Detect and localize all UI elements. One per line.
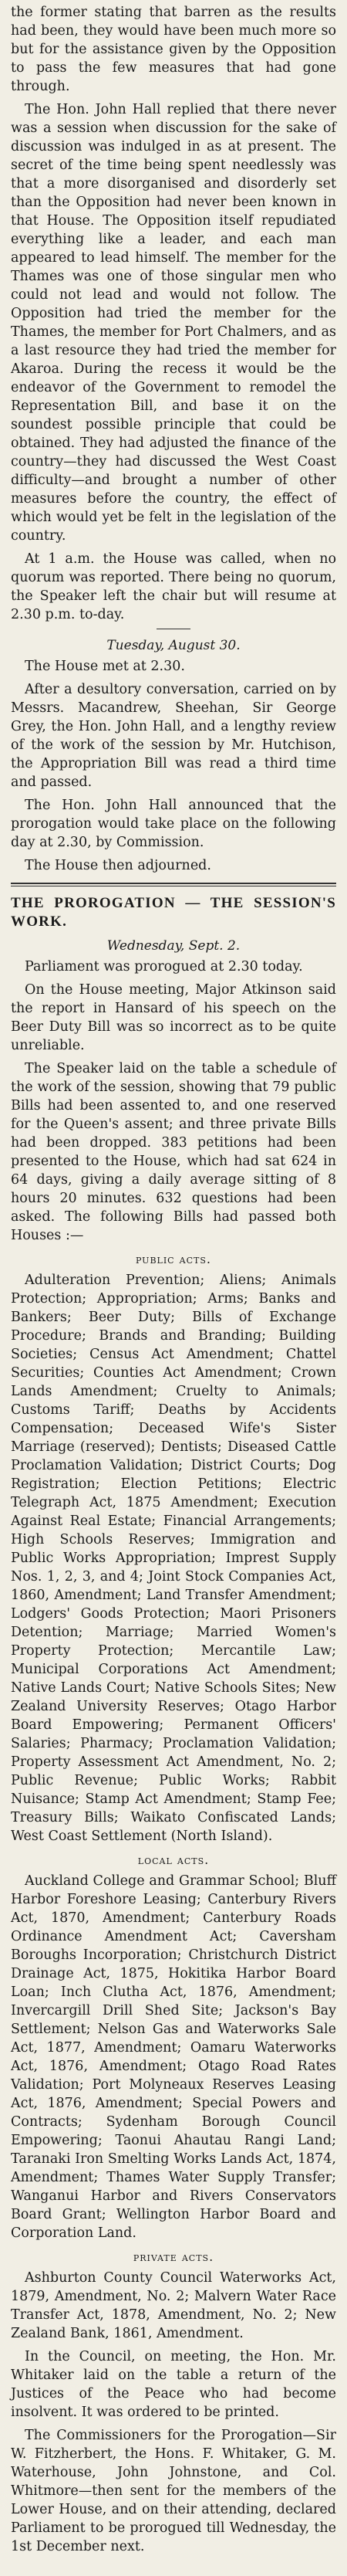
local-acts-list: Auckland College and Grammar School; Bluff Harbor Foreshore Leasing; Canterbury Rivers Act, 1870, Amendment; Canterbury Roads Ordinance Amendment Act; Caversham Boroughs Incorporation; Christchurch District Drainage Act, 1875, Hokitika Harbor Board Loan; Inch Clutha Act, 1876, Amendment; Invercargill Drill Shed Site; Jackson's Bay Settlement; Nelson Gas and Waterworks Sale Act, 1877, Amendment; Oamaru Waterworks Act, 1876, Amendment; Otago Road Rates Validation; Port Molyneaux Reserves Leasing Act, 1876, Amendment; Special Powers and Contracts; Sydenham Borough Council Empowering; Taonui Ahautau Rangi Land; Taranaki Iron Smelting Works Lands Act, 1874, Amendment; Thames Water Supply Transfer; Wanganui Harbor and Rivers Conservators Board Grant; Wellington Harbor Board and Corporation Land.: [11, 1873, 336, 2241]
public-acts-list: Adulteration Prevention; Aliens; Animals Protection; Appropriation; Arms; Banks and Bankers; Beer Duty; Bills of Exchange Procedure; Brands and Branding; Building Societies; Census Act Amendment; Chattel Securities; Counties Act Amendment; Crown Lands Amendment; Cruelty to Animals; Customs Tariff; Deaths by Accidents Compensation; Deceased Wife's Sister Marriage (reserved); Dentists; Diseased Cattle Proclamation Validation; District Courts; Dog Registration; Election Petitions; Electric Telegraph Act, 1875 Amendment; Execution Against Real Estate; Financial Arrangements; High Schools Reserves; Immigration and Public Works Appropriation; Imprest Supply Nos. 1, 2, 3, and 4; Joint Stock Companies Act, 1860, Amendment; Land Transfer Amendment; Lodgers' Goods Protection; Maori Prisoners Detention; Marriage; Married Women's Property Protection; Mercantile Law; Municipal Corporations Act Amendment; Native Lands Court; Native Schools Sites; New Zealand University Reserves; Otago Harbor Board Empowering; Permanent Officers' Salaries; Pharmacy; Proclamation Validation; Property Assessment Act Amendment, No. 2; Public Revenue; Public Works; Rabbit Nuisance; Stamp Act Amendment; Stamp Fee; Treasury Bills; Waikato Confiscated Lands; West Coast Settlement (North Island).: [11, 1273, 336, 1844]
dateline: Tuesday, August 30.: [106, 638, 241, 653]
article-paragraph: The Hon. John Hall replied that there never was a session when discussion for the sake of discussion was indulged in as at present. The secret of the time being spent needlessly was that a more disorganised and disorderly set than the Opposition had never been known in that House. The Opposition itself repudiated everything like a leader, and each man appeared to lead himself. The member for the Thames was one of those singular men who could not lead and would not follow. The Opposition had tried the member for the Thames, the member for Port Chalmers, and as a last resource they had tried the member for Akaroa. During the recess it would be the endeavor of the Government to remodel the Representation Bill, and base it on the soundest possible principle that could be obtained. They had adjusted the finance of the country—they had discussed the West Coast difficulty—and brought a number of other measures before the country, the effect of which would yet be felt in the legislation of the country.: [11, 102, 336, 544]
local-acts-heading: local acts.: [137, 1852, 210, 1867]
article-paragraph: The Speaker laid on the table a schedule of the work of the session, showing that 79 public Bills had been assented to, and one reserved for the Queen's assent; and three private Bills had been dropped. 383 petitions had been presented to the House, which had sat 624 in 64 days, giving a daily average sitting of 8 hours 20 minutes. 632 questions had been asked. The following Bills had passed both Houses :—: [11, 1061, 336, 1243]
article-heading: THE PROROGATION — THE SESSION'S WORK.: [11, 895, 336, 930]
article-paragraph: the former stating that barren as the results had been, they would have been much more so but for the assistance given by the Opposition to pass the few measures that had gone through.: [11, 5, 336, 94]
private-acts-list: Ashburton County Council Waterworks Act, 1879, Amendment, No. 2; Malvern Water Race Transfer Act, 1878, Amendment, No. 2; New Zealand Bank, 1861, Amendment.: [11, 2270, 336, 2341]
public-acts-heading: public acts.: [135, 1252, 212, 1266]
article-paragraph: The House then adjourned.: [25, 858, 211, 873]
article-paragraph: On the House meeting, Major Atkinson said the report in Hansard of his speech on the Beer Duty Bill was so incorrect as to be quite unreliable.: [11, 982, 336, 1053]
article-paragraph: At 1 a.m. the House was called, when no quorum was reported. There being no quorum, the Speaker left the chair but will resume at 2.30 p.m. to-day.: [11, 551, 336, 622]
article-paragraph: The House met at 2.30.: [25, 659, 185, 674]
article-paragraph: Parliament was prorogued at 2.30 today.: [25, 959, 303, 974]
private-acts-heading: private acts.: [133, 2249, 214, 2264]
article-paragraph: The Hon. John Hall announced that the prorogation would take place on the following day at 2.30, by Commission.: [11, 798, 336, 850]
dateline: Wednesday, Sept. 2.: [106, 938, 241, 954]
article-paragraph: In the Council, on meeting, the Hon. Mr. Whitaker laid on the table a return of the Justices of the Peace who had become insolvent. It was ordered to be printed.: [11, 2349, 336, 2420]
column-rule: [11, 883, 336, 886]
article-paragraph: The Commissioners for the Prorogation—Sir W. Fitzherbert, the Hons. F. Whitaker, G. M. Waterhouse, John Johnstone, and Col. Whitmore—then sent for the members of the Lower House, and on their attending, declared Parliament to be prorogued till Wednesday, the 1st December next.: [11, 2428, 336, 2554]
article-paragraph: After a desultory conversation, carried on by Messrs. Macandrew, Sheehan, Sir George Grey, the Hon. John Hall, and a lengthy review of the work of the session by Mr. Hutchison, the Appropriation Bill was read a third time and passed.: [11, 682, 336, 790]
